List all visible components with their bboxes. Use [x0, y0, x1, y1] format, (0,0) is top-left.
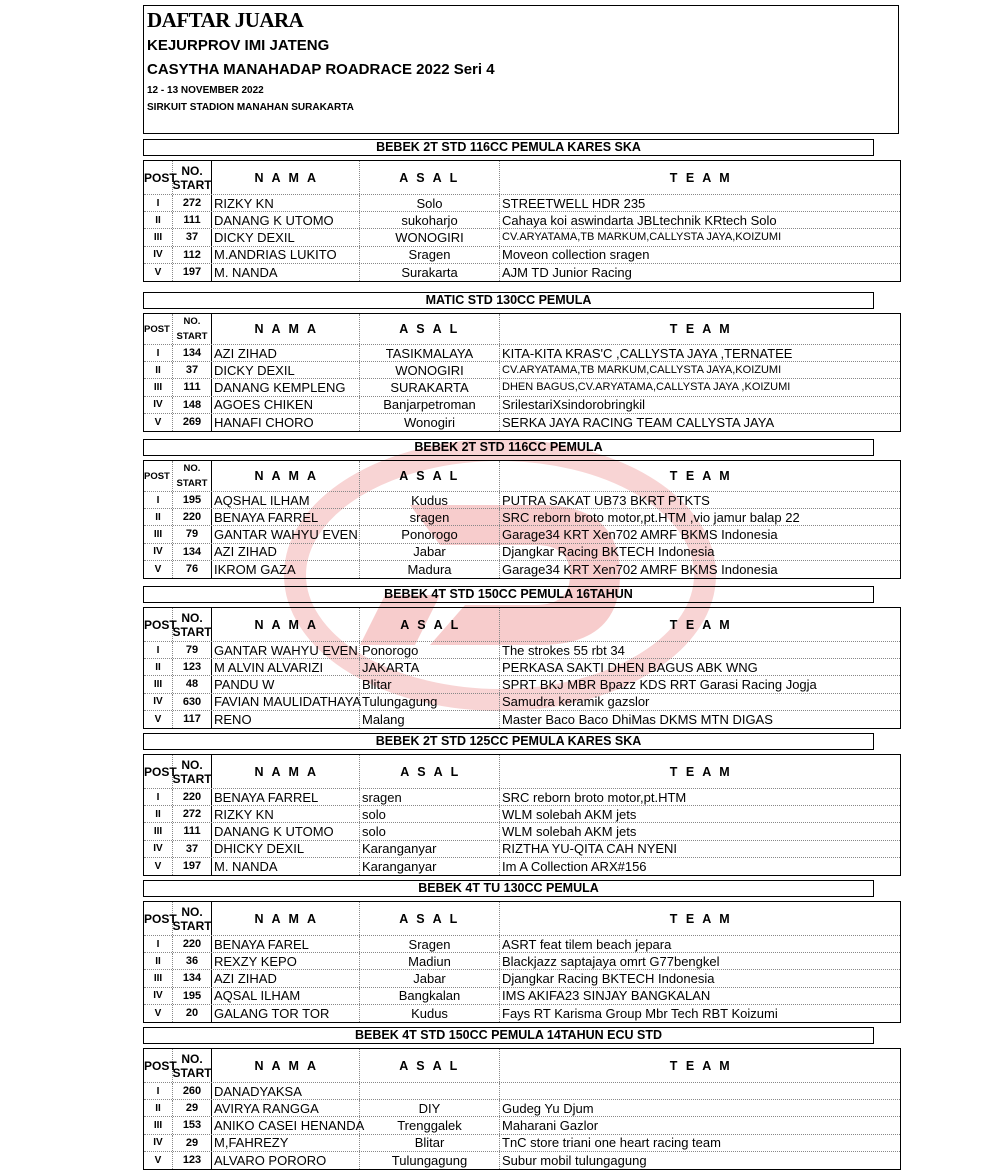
header-no-start	[173, 755, 212, 788]
table-row	[144, 858, 900, 875]
table-row	[144, 526, 900, 543]
table-row	[144, 694, 900, 711]
position-cell: V	[144, 414, 173, 431]
start-number-cell: 134	[173, 345, 212, 361]
table-header	[144, 314, 900, 345]
table-row	[144, 642, 900, 659]
header-no-label: NO.	[181, 757, 203, 772]
rider-name-cell: RIZKY KN	[212, 806, 360, 822]
table-row	[144, 953, 900, 970]
position-cell: V	[144, 858, 173, 875]
start-number-cell: 630	[173, 694, 212, 710]
origin-cell: Madura	[360, 561, 500, 578]
position-cell: IV	[144, 1135, 173, 1151]
start-number-cell: 111	[173, 212, 212, 228]
table-row	[144, 1005, 900, 1022]
header-pos: POST	[144, 314, 173, 344]
document-title: DAFTAR JUARA	[147, 8, 304, 32]
team-cell: SPRT BKJ MBR Bpazz KDS RRT Garasi Racing Jogja	[502, 676, 817, 692]
origin-cell: Karanganyar	[360, 858, 500, 875]
start-number-cell: 220	[173, 936, 212, 952]
origin-cell: DIY	[360, 1100, 500, 1116]
table-header	[144, 755, 900, 789]
table-header	[144, 1049, 900, 1083]
results-table	[143, 313, 901, 432]
start-number-cell: 37	[173, 841, 212, 857]
team-cell: TnC store triani one heart racing team	[502, 1135, 721, 1151]
rider-name-cell: DICKY DEXIL	[212, 229, 360, 245]
header-no-start	[173, 1049, 212, 1082]
rider-name-cell: GALANG TOR TOR	[212, 1005, 360, 1022]
start-number-cell: 220	[173, 509, 212, 525]
rider-name-cell: AQSAL ILHAM	[212, 988, 360, 1004]
header-asal: A S A L	[360, 461, 500, 491]
origin-cell: Bangkalan	[360, 988, 500, 1004]
table-row	[144, 414, 900, 431]
header-asal: A S A L	[360, 1049, 500, 1082]
header-asal: A S A L	[360, 314, 500, 344]
origin-cell: sragen	[360, 789, 500, 805]
position-cell: III	[144, 1117, 173, 1133]
rider-name-cell: RIZKY KN	[212, 195, 360, 211]
team-cell: Subur mobil tulungagung	[502, 1152, 647, 1168]
rider-name-cell: DICKY DEXIL	[212, 362, 360, 378]
origin-cell: WONOGIRI	[360, 362, 500, 378]
rider-name-cell: BENAYA FAREL	[212, 936, 360, 952]
start-number-cell: 112	[173, 247, 212, 263]
rider-name-cell: AZI ZIHAD	[212, 970, 360, 986]
origin-cell: Banjarpetroman	[360, 397, 500, 413]
team-cell: WLM solebah AKM jets	[502, 806, 637, 822]
rider-name-cell: DANANG K UTOMO	[212, 212, 360, 228]
table-row	[144, 988, 900, 1005]
position-cell: I	[144, 1083, 173, 1099]
team-cell: AJM TD Junior Racing	[502, 264, 632, 280]
header-asal: A S A L	[360, 161, 500, 194]
team-cell: DHEN BAGUS,CV.ARYATAMA,CALLYSTA JAYA ,KOIZUMI	[502, 381, 791, 394]
category-title: BEBEK 4T TU 130CC PEMULA	[143, 880, 874, 897]
origin-cell: Sragen	[360, 247, 500, 263]
results-table	[143, 460, 901, 579]
header-no-label: NO.	[181, 904, 203, 919]
origin-cell	[360, 1083, 500, 1099]
start-number-cell: 123	[173, 1152, 212, 1169]
header-team: T E A M	[669, 764, 733, 779]
position-cell: II	[144, 212, 173, 228]
position-cell: V	[144, 1152, 173, 1169]
team-cell: CV.ARYATAMA,TB MARKUM,CALLYSTA JAYA,KOIZUMI	[502, 364, 782, 377]
table-row	[144, 1083, 900, 1100]
start-number-cell: 36	[173, 953, 212, 969]
header-no-label: NO.	[183, 463, 201, 474]
origin-cell: Ponorogo	[360, 526, 500, 542]
start-number-cell: 197	[173, 264, 212, 281]
position-cell: I	[144, 936, 173, 952]
table-row	[144, 212, 900, 229]
rider-name-cell: AZI ZIHAD	[212, 544, 360, 560]
rider-name-cell: GANTAR WAHYU EVEN	[212, 642, 360, 658]
header-nama: N A M A	[212, 1049, 360, 1082]
category-title: BEBEK 4T STD 150CC PEMULA 14TAHUN ECU STD	[143, 1027, 874, 1044]
position-cell: IV	[144, 694, 173, 710]
header-team: T E A M	[669, 469, 733, 483]
team-cell: Garage34 KRT Xen702 AMRF BKMS Indonesia	[502, 526, 778, 542]
start-number-cell: 153	[173, 1117, 212, 1133]
table-row	[144, 345, 900, 362]
table-row	[144, 676, 900, 693]
team-cell: Maharani Gazlor	[502, 1117, 599, 1133]
header-no-start	[173, 161, 212, 194]
start-number-cell: 111	[173, 823, 212, 839]
team-cell: Im A Collection ARX#156	[502, 858, 647, 874]
position-cell: II	[144, 509, 173, 525]
start-number-cell: 220	[173, 789, 212, 805]
event-name: CASYTHA MANAHADAP ROADRACE 2022 Seri 4	[147, 61, 495, 78]
origin-cell: Trenggalek	[360, 1117, 500, 1133]
rider-name-cell: ALVARO PORORO	[212, 1152, 360, 1169]
position-cell: II	[144, 659, 173, 675]
origin-cell: Wonogiri	[360, 414, 500, 431]
header-pos: POST	[144, 1049, 173, 1082]
team-cell: SRC reborn broto motor,pt.HTM ,vio jamur balap 22	[502, 509, 800, 525]
header-start-label: START	[172, 918, 212, 933]
team-cell: SrilestariXsindorobringkil	[502, 397, 646, 413]
position-cell: III	[144, 229, 173, 245]
results-table	[143, 607, 901, 729]
start-number-cell: 29	[173, 1100, 212, 1116]
position-cell: V	[144, 561, 173, 578]
table-row	[144, 841, 900, 858]
header-no-start	[173, 314, 212, 344]
position-cell: II	[144, 1100, 173, 1116]
team-cell: RIZTHA YU-QITA CAH NYENI	[502, 841, 678, 857]
start-number-cell: 123	[173, 659, 212, 675]
table-row	[144, 229, 900, 246]
team-cell: Samudra keramik gazslor	[502, 694, 650, 710]
header-nama: N A M A	[212, 461, 360, 491]
start-number-cell: 29	[173, 1135, 212, 1151]
table-row	[144, 1135, 900, 1152]
rider-name-cell: DHICKY DEXIL	[212, 841, 360, 857]
results-table	[143, 1048, 901, 1170]
rider-name-cell: DANANG KEMPLENG	[212, 379, 360, 395]
position-cell: II	[144, 953, 173, 969]
rider-name-cell: DANADYAKSA	[212, 1083, 360, 1099]
origin-cell: Surakarta	[360, 264, 500, 281]
team-cell: WLM solebah AKM jets	[502, 823, 637, 839]
header-start-label: START	[176, 331, 208, 342]
table-row	[144, 544, 900, 561]
table-row	[144, 492, 900, 509]
start-number-cell: 134	[173, 970, 212, 986]
origin-cell: JAKARTA	[360, 659, 500, 675]
header-asal: A S A L	[360, 755, 500, 788]
origin-cell: Tulungagung	[360, 1152, 500, 1169]
results-table	[143, 160, 901, 282]
category-title: BEBEK 2T STD 116CC PEMULA KARES SKA	[143, 139, 874, 156]
table-row	[144, 823, 900, 840]
table-row	[144, 379, 900, 396]
origin-cell: Solo	[360, 195, 500, 211]
header-start-label: START	[176, 478, 208, 489]
team-cell: IMS AKIFA23 SINJAY BANGKALAN	[502, 988, 711, 1004]
rider-name-cell: ANIKO CASEI HENANDA	[214, 1117, 365, 1133]
team-cell: Garage34 KRT Xen702 AMRF BKMS Indonesia	[502, 561, 778, 577]
header-team: T E A M	[669, 322, 733, 336]
origin-cell: Ponorogo	[360, 642, 500, 658]
origin-cell: Kudus	[360, 1005, 500, 1022]
table-row	[144, 789, 900, 806]
header-nama: N A M A	[212, 314, 360, 344]
rider-name-cell: AGOES CHIKEN	[212, 397, 360, 413]
rider-name-cell: REXZY KEPO	[212, 953, 360, 969]
position-cell: V	[144, 711, 173, 728]
origin-cell: Karanganyar	[360, 841, 500, 857]
start-number-cell: 37	[173, 362, 212, 378]
rider-name-cell: GANTAR WAHYU EVEN	[212, 526, 360, 542]
team-cell: CV.ARYATAMA,TB MARKUM,CALLYSTA JAYA,KOIZUMI	[502, 231, 782, 244]
position-cell: III	[144, 379, 173, 395]
origin-cell: sragen	[360, 509, 500, 525]
start-number-cell: 197	[173, 858, 212, 875]
position-cell: I	[144, 492, 173, 508]
origin-cell: sukoharjo	[360, 212, 500, 228]
team-cell: Gudeg Yu Djum	[502, 1100, 594, 1116]
origin-cell: Blitar	[360, 1135, 500, 1151]
category-title: BEBEK 2T STD 116CC PEMULA	[143, 439, 874, 456]
team-cell: Djangkar Racing BKTECH Indonesia	[502, 970, 715, 986]
position-cell: III	[144, 970, 173, 986]
event-date: 12 - 13 NOVEMBER 2022	[147, 85, 264, 96]
start-number-cell: 195	[173, 988, 212, 1004]
team-cell: STREETWELL HDR 235	[502, 195, 646, 211]
header-no-start	[173, 902, 212, 935]
table-row	[144, 659, 900, 676]
position-cell: I	[144, 195, 173, 211]
start-number-cell: 134	[173, 544, 212, 560]
table-header	[144, 608, 900, 642]
start-number-cell: 79	[173, 642, 212, 658]
header-team: T E A M	[669, 617, 733, 632]
table-header	[144, 161, 900, 195]
header-asal: A S A L	[360, 608, 500, 641]
header-pos: POST	[144, 755, 173, 788]
header-nama: N A M A	[212, 755, 360, 788]
team-cell: Djangkar Racing BKTECH Indonesia	[502, 544, 715, 560]
rider-name-cell: M. NANDA	[212, 264, 360, 281]
rider-name-cell: M ALVIN ALVARIZI	[212, 659, 360, 675]
origin-cell: TASIKMALAYA	[360, 345, 500, 361]
table-row	[144, 264, 900, 281]
origin-cell: Kudus	[360, 492, 500, 508]
origin-cell: Jabar	[360, 544, 500, 560]
rider-name-cell: PANDU W	[212, 676, 360, 692]
position-cell: II	[144, 806, 173, 822]
position-cell: I	[144, 642, 173, 658]
team-cell: Blackjazz saptajaya omrt G77bengkel	[502, 953, 720, 969]
position-cell: II	[144, 362, 173, 378]
table-header	[144, 461, 900, 492]
position-cell: V	[144, 1005, 173, 1022]
origin-cell: solo	[360, 806, 500, 822]
start-number-cell: 272	[173, 195, 212, 211]
header-start-label: START	[172, 624, 212, 639]
header-start-label: START	[172, 177, 212, 192]
table-row	[144, 711, 900, 728]
origin-cell: solo	[360, 823, 500, 839]
start-number-cell: 260	[173, 1083, 212, 1099]
position-cell: IV	[144, 841, 173, 857]
position-cell: I	[144, 789, 173, 805]
rider-name-cell: M.ANDRIAS LUKITO	[212, 247, 360, 263]
rider-name-cell: RENO	[212, 711, 360, 728]
rider-name-cell: HANAFI CHORO	[212, 414, 360, 431]
origin-cell: Tulungagung	[360, 694, 500, 710]
table-row	[144, 1117, 900, 1134]
position-cell: V	[144, 264, 173, 281]
header-no-start	[173, 461, 212, 491]
event-venue: SIRKUIT STADION MANAHAN SURAKARTA	[147, 102, 354, 113]
header-asal: A S A L	[360, 902, 500, 935]
category-title: BEBEK 4T STD 150CC PEMULA 16TAHUN	[143, 586, 874, 603]
header-nama: N A M A	[212, 608, 360, 641]
start-number-cell: 20	[173, 1005, 212, 1022]
table-header	[144, 902, 900, 936]
origin-cell: SURAKARTA	[360, 379, 500, 395]
start-number-cell: 117	[173, 711, 212, 728]
team-cell: Master Baco Baco DhiMas DKMS MTN DIGAS	[502, 711, 773, 727]
rider-name-cell: M. NANDA	[212, 858, 360, 875]
table-row	[144, 1152, 900, 1169]
table-row	[144, 970, 900, 987]
position-cell: IV	[144, 988, 173, 1004]
championship-name: KEJURPROV IMI JATENG	[147, 37, 330, 54]
start-number-cell: 269	[173, 414, 212, 431]
team-cell: PUTRA SAKAT UB73 BKRT PTKTS	[502, 492, 710, 508]
team-cell: Fays RT Karisma Group Mbr Tech RBT Koizumi	[502, 1005, 778, 1021]
team-cell: PERKASA SAKTI DHEN BAGUS ABK WNG	[502, 659, 758, 675]
rider-name-cell: BENAYA FARREL	[212, 509, 360, 525]
table-row	[144, 561, 900, 578]
table-row	[144, 362, 900, 379]
start-number-cell: 48	[173, 676, 212, 692]
start-number-cell: 195	[173, 492, 212, 508]
origin-cell: Malang	[360, 711, 500, 728]
team-cell: The strokes 55 rbt 34	[502, 642, 625, 658]
start-number-cell: 148	[173, 397, 212, 413]
origin-cell: Sragen	[360, 936, 500, 952]
header-team: T E A M	[669, 911, 733, 926]
results-table	[143, 901, 901, 1023]
table-row	[144, 195, 900, 212]
table-row	[144, 936, 900, 953]
team-cell: ASRT feat tilem beach jepara	[502, 936, 672, 952]
header-no-label: NO.	[183, 316, 201, 327]
header-no-start	[173, 608, 212, 641]
header-start-label: START	[172, 771, 212, 786]
header-no-label: NO.	[181, 610, 203, 625]
header-team: T E A M	[669, 1058, 733, 1073]
position-cell: III	[144, 676, 173, 692]
position-cell: I	[144, 345, 173, 361]
rider-name-cell: AVIRYA RANGGA	[212, 1100, 360, 1116]
results-table	[143, 754, 901, 876]
position-cell: IV	[144, 247, 173, 263]
team-cell: SERKA JAYA RACING TEAM CALLYSTA JAYA	[502, 414, 775, 430]
start-number-cell: 37	[173, 229, 212, 245]
rider-name-cell: IKROM GAZA	[212, 561, 360, 578]
category-title: BEBEK 2T STD 125CC PEMULA KARES SKA	[143, 733, 874, 750]
team-cell: Moveon collection sragen	[502, 247, 650, 263]
origin-cell: Madiun	[360, 953, 500, 969]
origin-cell: Blitar	[360, 676, 500, 692]
header-pos: POST	[144, 461, 173, 491]
origin-cell: WONOGIRI	[360, 229, 500, 245]
table-row	[144, 1100, 900, 1117]
table-row	[144, 509, 900, 526]
header-no-label: NO.	[181, 163, 203, 178]
rider-name-cell: FAVIAN MAULIDATHAYA	[214, 694, 362, 710]
rider-name-cell: AQSHAL ILHAM	[212, 492, 360, 508]
position-cell: IV	[144, 397, 173, 413]
position-cell: III	[144, 526, 173, 542]
rider-name-cell: DANANG K UTOMO	[212, 823, 360, 839]
start-number-cell: 111	[173, 379, 212, 395]
table-row	[144, 247, 900, 264]
position-cell: IV	[144, 544, 173, 560]
header-start-label: START	[172, 1065, 212, 1080]
position-cell: III	[144, 823, 173, 839]
header-pos: POST	[144, 608, 173, 641]
header-team: T E A M	[669, 170, 733, 185]
team-cell: SRC reborn broto motor,pt.HTM	[502, 789, 687, 805]
rider-name-cell: BENAYA FARREL	[212, 789, 360, 805]
team-cell	[500, 1083, 900, 1099]
team-cell: Cahaya koi aswindarta JBLtechnik KRtech Solo	[502, 212, 777, 228]
table-row	[144, 806, 900, 823]
team-cell: KITA-KITA KRAS'C ,CALLYSTA JAYA ,TERNATEE	[502, 345, 793, 361]
start-number-cell: 272	[173, 806, 212, 822]
start-number-cell: 79	[173, 526, 212, 542]
header-pos: POST	[144, 902, 173, 935]
header-pos: POST	[144, 161, 173, 194]
header-no-label: NO.	[181, 1051, 203, 1066]
rider-name-cell: M,FAHREZY	[212, 1135, 360, 1151]
table-row	[144, 397, 900, 414]
header-nama: N A M A	[212, 161, 360, 194]
start-number-cell: 76	[173, 561, 212, 578]
header-nama: N A M A	[212, 902, 360, 935]
origin-cell: Jabar	[360, 970, 500, 986]
rider-name-cell: AZI ZIHAD	[212, 345, 360, 361]
category-title: MATIC STD 130CC PEMULA	[143, 292, 874, 309]
